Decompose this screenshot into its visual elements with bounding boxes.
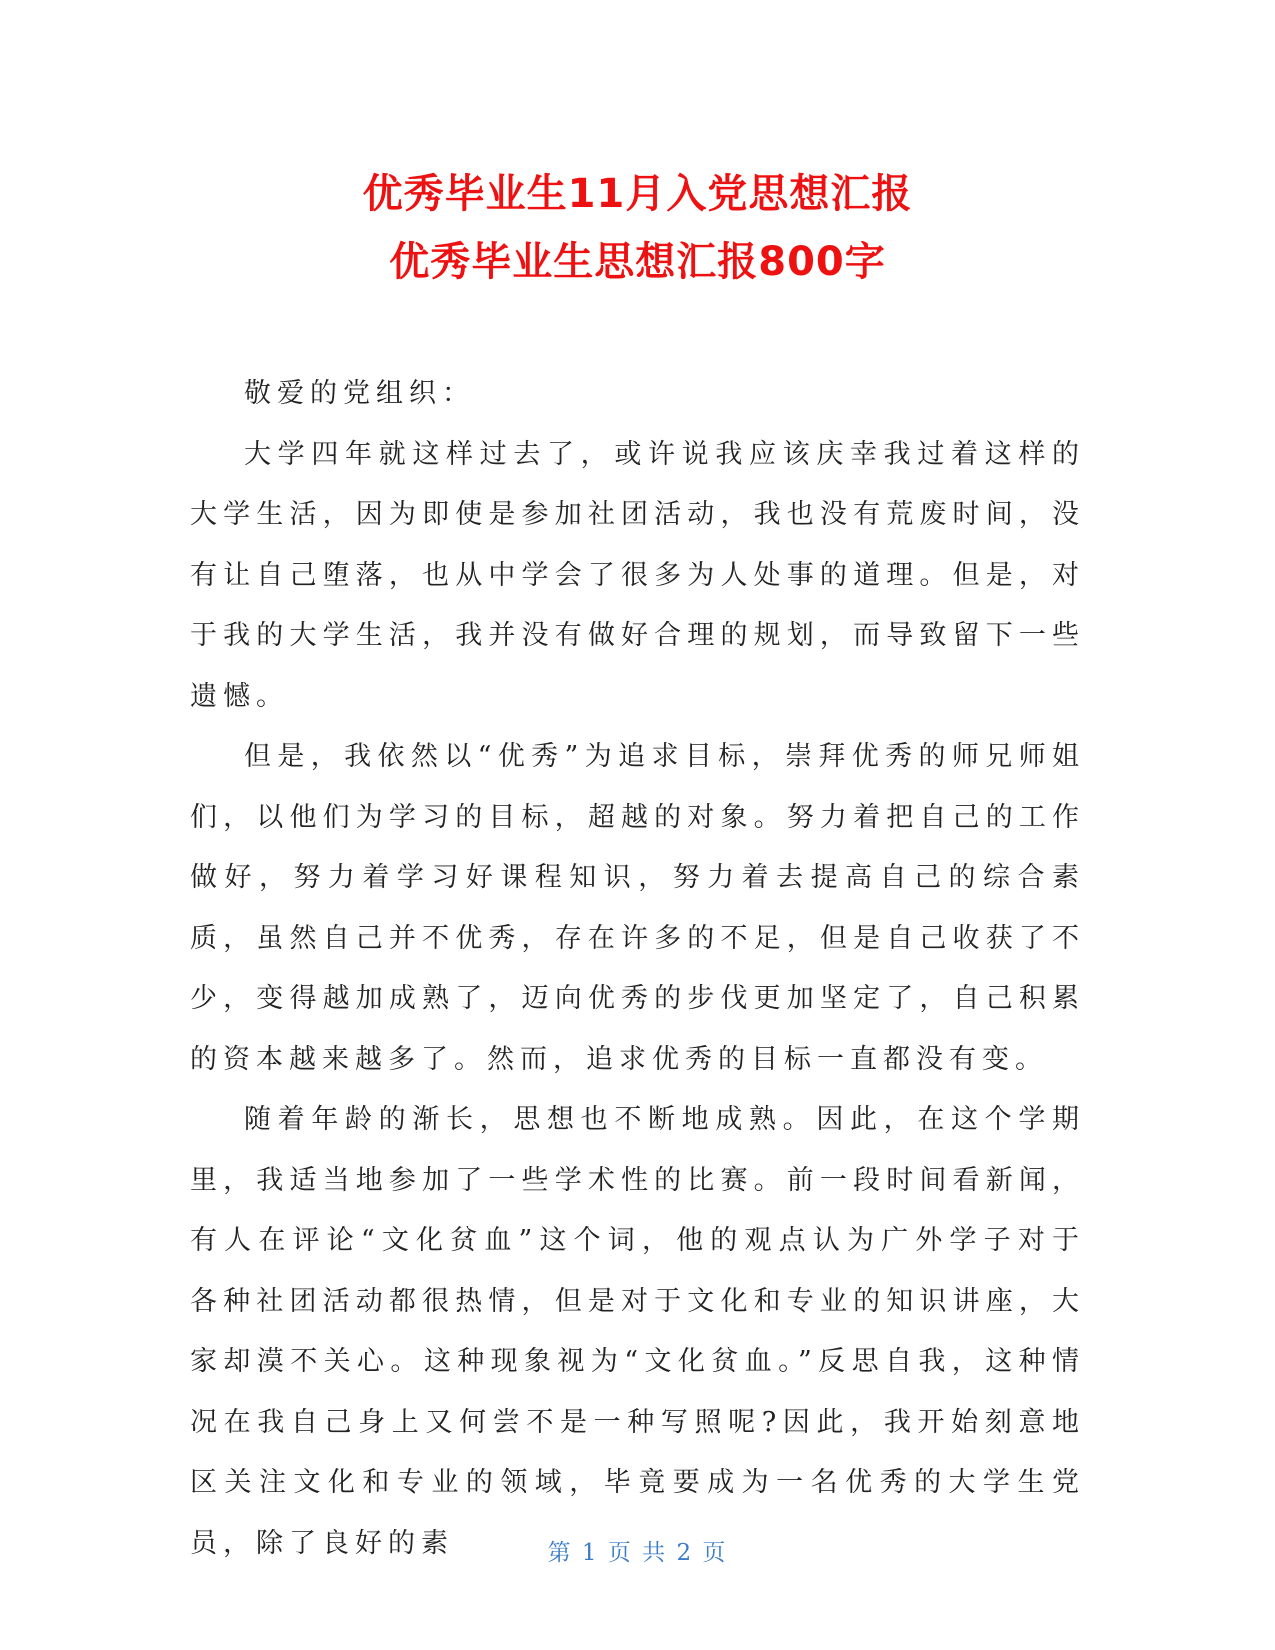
page-number-label: 第 1 页 共 2 页	[547, 1540, 728, 1566]
body-text	[190, 364, 1085, 1574]
title-block	[0, 160, 1275, 296]
title-line-2: 优秀毕业生思想汇报800字	[389, 239, 886, 285]
paragraph-2: 但是，我依然以“优秀”为追求目标，崇拜优秀的师兄师姐们，以他们为学习的目标，超越的对象。努力着把自己的工作做好，努力着学习好课程知识，努力着去提高自己的综合素质，虽然自己并不优秀，存在许多的不足，但是自己收获了不少，变得越加成熟了，迈向优秀的步伐更加坚定了，自己积累的资本越来越多了。然而，追求优秀的目标一直都没有变。	[190, 741, 1085, 1075]
paragraph-1: 大学四年就这样过去了，或许说我应该庆幸我过着这样的大学生活，因为即使是参加社团活动，我也没有荒废时间，没有让自己堕落，也从中学会了很多为人处事的道理。但是，对于我的大学生活，我并没有做好合理的规划，而导致留下一些遗憾。	[190, 438, 1085, 712]
paragraph-3: 随着年龄的渐长，思想也不断地成熟。因此，在这个学期里，我适当地参加了一些学术性的比赛。前一段时间看新闻，有人在评论“文化贫血”这个词，他的观点认为广外学子对于各种社团活动都很热情，但是对于文化和专业的知识讲座，大家却漠不关心。这种现象视为“文化贫血。”反思自我，这种情况在我自己身上又何尝不是一种写照呢?因此，我开始刻意地区关注文化和专业的领域，毕竟要成为一名优秀的大学生党员，除了良好的素	[190, 1104, 1085, 1559]
page-footer	[0, 1534, 1275, 1567]
salutation: 敬爱的党组织：	[244, 378, 475, 409]
title-line-1: 优秀毕业生11月入党思想汇报	[362, 171, 913, 217]
